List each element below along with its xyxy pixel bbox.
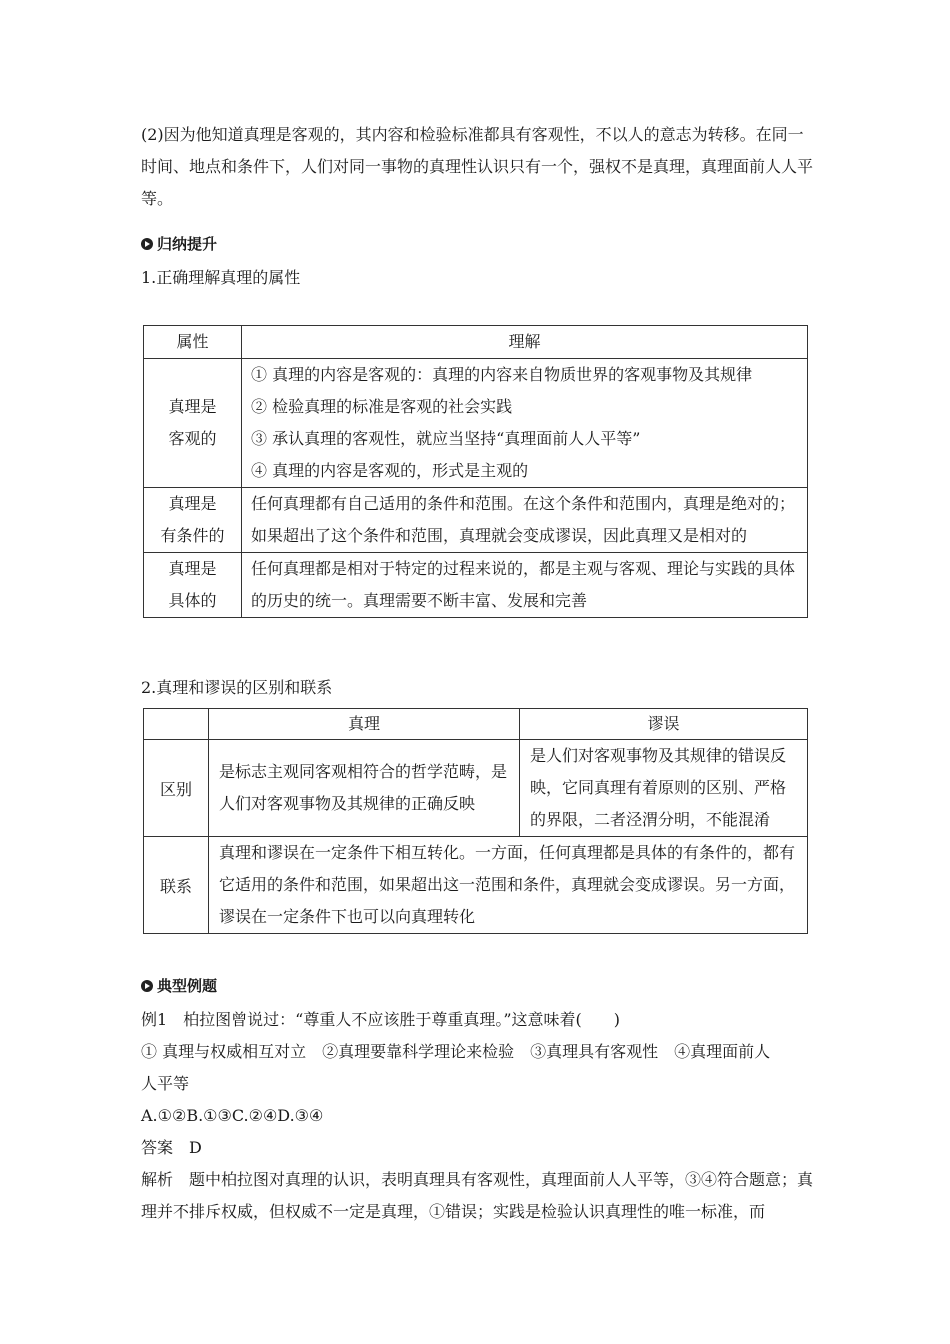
truth-error-table [143, 708, 808, 934]
example-options-line1: ① 真理与权威相互对立 ②真理要靠科学理论来检验 ③真理具有客观性 ④真理面前人 [141, 1042, 771, 1061]
section-heading-label: 归纳提升 [157, 235, 218, 253]
connection-cell: 真理和谬误在一定条件下相互转化。一方面，任何真理都是具体的有条件的，都有它适用的条件和范围，如果超出这一范围和条件，真理就会变成谬误。另一方面，谬误在一定条件下也可以向真理转化 [209, 837, 808, 934]
understanding-cell: 任何真理都有自己适用的条件和范围。在这个条件和范围内，真理是绝对的；如果超出了这个条件和范围，真理就会变成谬误，因此真理又是相对的 [242, 488, 808, 553]
header-error: 谬误 [520, 709, 808, 740]
table-header-row [144, 326, 808, 359]
example-analysis: 解析 题中柏拉图对真理的认识，表明真理具有客观性，真理面前人人平等，③④符合题意；真理并不排斥权威，但权威不一定是真理，①错误；实践是检验认识真理性的唯一标准，而 [141, 1170, 814, 1221]
attribute-cell: 真理是 有条件的 [144, 488, 242, 553]
example-question: 例1 柏拉图曾说过：“尊重人不应该胜于尊重真理。”这意味着( ) [141, 1010, 621, 1029]
attribute-cell: 真理是 具体的 [144, 553, 242, 618]
section-heading-examples [141, 975, 217, 996]
play-circle-icon [141, 238, 153, 250]
section-heading-summary [141, 233, 217, 254]
header-truth: 真理 [209, 709, 520, 740]
example-options-line2: 人平等 [141, 1074, 190, 1093]
error-definition-cell: 是人们对客观事物及其规律的错误反映，它同真理有着原则的区别、严格的界限，二者泾渭分明，不能混淆 [520, 740, 808, 837]
understanding-cell: 任何真理都是相对于特定的过程来说的，都是主观与客观、理论与实践的具体的历史的统一。真理需要不断丰富、发展和完善 [242, 553, 808, 618]
table-row [144, 553, 808, 618]
row-label-difference: 区别 [144, 740, 209, 837]
play-circle-icon [141, 980, 153, 992]
table-row [144, 488, 808, 553]
example-choices: A.①②B.①③C.②④D.③④ [141, 1106, 324, 1125]
section-heading-label: 典型例题 [157, 977, 218, 995]
header-understanding: 理解 [242, 326, 808, 359]
truth-attributes-table [143, 325, 808, 618]
table-header-row [144, 709, 808, 740]
understanding-cell: ① 真理的内容是客观的：真理的内容来自物质世界的客观事物及其规律 ② 检验真理的标准是客观的社会实践 ③ 承认真理的客观性，就应当坚持“真理面前人人平等” ④ 真理的内容是客观的，形式是主观的 [242, 359, 808, 488]
example-answer: 答案 D [141, 1138, 202, 1157]
header-blank [144, 709, 209, 740]
header-attribute: 属性 [144, 326, 242, 359]
intro-paragraph: (2)因为他知道真理是客观的，其内容和检验标准都具有客观性，不以人的意志为转移。在同一时间、地点和条件下，人们对同一事物的真理性认识只有一个，强权不是真理，真理面前人人平等。 [141, 125, 814, 208]
truth-definition-cell: 是标志主观同客观相符合的哲学范畴，是人们对客观事物及其规律的正确反映 [209, 740, 520, 837]
attribute-cell: 真理是 客观的 [144, 359, 242, 488]
table-row [144, 837, 808, 934]
subheading-truth-vs-error: 2.真理和谬误的区别和联系 [141, 678, 333, 697]
table-row [144, 359, 808, 488]
row-label-connection: 联系 [144, 837, 209, 934]
subheading-truth-attributes: 1.正确理解真理的属性 [141, 268, 301, 287]
table-row [144, 740, 808, 837]
